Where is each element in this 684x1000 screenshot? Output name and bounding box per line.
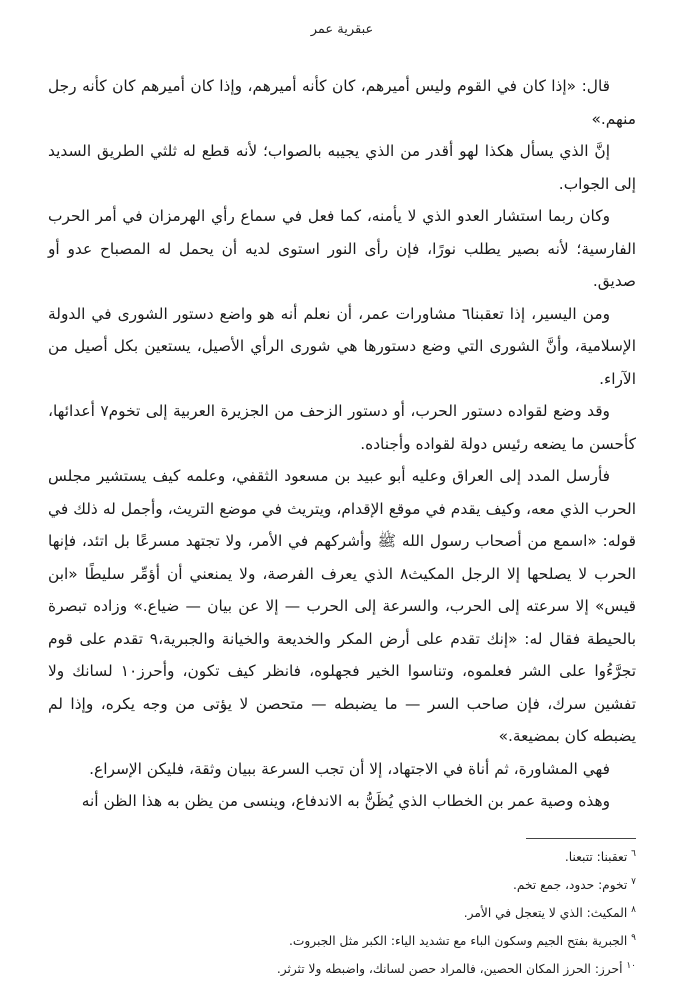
- main-text: [48, 70, 636, 818]
- paragraph: قال: «إذا كان في القوم وليس أميرهم، كان كأنه أميرهم، وإذا كان أميرهم كان كأنه رجل منهم.»: [48, 77, 636, 128]
- footnote-text: تعقبنا: تتبعنا.: [564, 850, 628, 864]
- paragraph: وكان ربما استشار العدو الذي لا يأمنه، كما فعل في سماع رأي الهرمزان في أمر الحرب الفارسية؛ لأنه بصير يطلب نورًا، فإن رأى النور استوى لديه أن يحمل له المصباح عدو أو صديق.: [48, 207, 636, 290]
- footnotes: [48, 843, 636, 983]
- paragraph: وهذه وصية عمر بن الخطاب الذي يُظَنُّ به الاندفاع، وينسى من يظن به هذا الظن أنه: [81, 792, 610, 810]
- footnote-text: الجبرية بفتح الجيم وسكون الباء مع تشديد الياء: الكبر مثل الجبروت.: [289, 934, 628, 948]
- footnote: [48, 955, 636, 983]
- paragraph: فأرسل المدد إلى العراق وعليه أبو عبيد بن مسعود الثقفي، وعلمه كيف يستشير مجلس الحرب الذي معه، وكيف يقدم في موقع الإقدام، ويتريث في موضع التريث، وأجمل له ذلك في قوله: «اسمع من أصحاب رسول الله ﷺ وأشركهم في الأمر، ولا تجتهد مسرعًا بل اتئد، فإنها الحرب لا يصلحها إلا الرجل المكيث٨ الذي يعرف الفرصة، ولا يمنعني أن أؤمِّر سليطًا «ابن قيس» إلا سرعته إلى الحرب، والسرعة إلى الحرب — إلا عن بيان — ضياع.» وزاده تبصرة بالحيطة فقال له: «إنك تقدم على أرض المكر والخديعة والخيانة والجبرية،٩ تقدم على قوم تجرَّءُوا على الشر فعلموه، وتناسوا الخير فجهلوه، فانظر كيف تكون، وأحرز١٠ لسانك ولا تفشين سرك، فإن صاحب السر — ما يضبطه — متحصن لا يؤتى من وجه يكره، وإذا لم يضبطه كان بمضيعة.»: [48, 467, 637, 745]
- paragraph: إنَّ الذي يسأل هكذا لهو أقدر من الذي يجيبه بالصواب؛ لأنه قطع له ثلثي الطريق السديد إلى الجواب.: [48, 142, 636, 193]
- footnote-number: ٧: [631, 876, 636, 887]
- footnote-number: ٩: [631, 932, 636, 943]
- footnote-number: ٨: [631, 904, 636, 915]
- footnote-text: أحرز: الحرز المكان الحصين، فالمراد حصن لسانك، واضبطه ولا تثرثر.: [276, 962, 623, 976]
- footnote: [48, 871, 636, 899]
- footnote-text: المكيث: الذي لا يتعجل في الأمر.: [463, 906, 628, 920]
- footnote: [48, 843, 636, 871]
- footnote: [48, 927, 636, 955]
- paragraph: فهي المشاورة، ثم أناة في الاجتهاد، إلا أن تجب السرعة ببيان وثقة، فليكن الإسراع.: [89, 759, 610, 778]
- footnote-number: ٦: [631, 848, 636, 859]
- footnote-number: ١٠: [626, 960, 636, 971]
- footnote-divider: [526, 838, 636, 839]
- paragraph: ومن اليسير، إذا تعقبنا٦ مشاورات عمر، أن نعلم أنه هو واضع دستور الشورى في الدولة الإسلامية، وأنَّ الشورى التي وضع دستورها هي شورى الرأي الأصيل، يستعين بكل أصيل من الآراء.: [48, 304, 636, 388]
- footnote: [48, 899, 636, 927]
- running-header-title: عبقرية عمر: [310, 22, 374, 37]
- footnote-text: تخوم: حدود، جمع تخم.: [512, 878, 628, 892]
- paragraph: وقد وضع لقواده دستور الحرب، أو دستور الزحف من الجزيرة العربية إلى تخوم٧ أعدائها، كأحسن ما يضعه رئيس دولة لقواده وأجناده.: [48, 402, 636, 453]
